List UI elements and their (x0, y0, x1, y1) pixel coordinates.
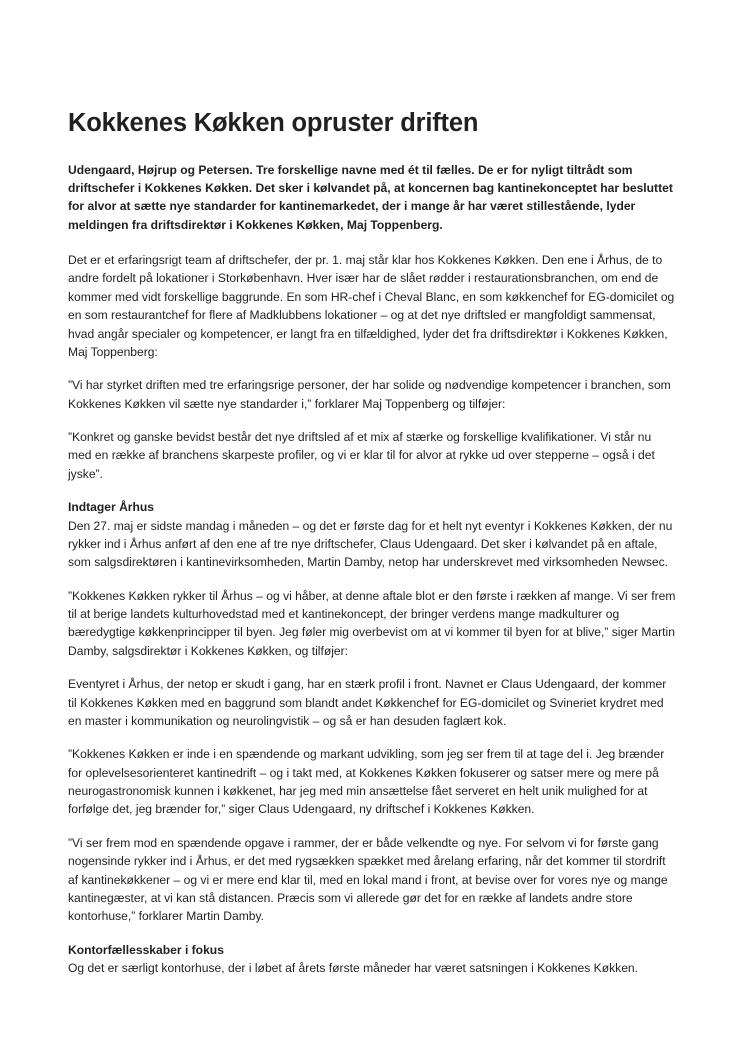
paragraph: Det er et erfaringsrigt team af driftschefer, der pr. 1. maj står klar hos Kokkenes Køkken. Den ene i Århus, de to andre fordelt på lokationer i Storkøbenhavn. Hver især har de slået rødder i restaurationsbranchen, om end de kommer med vidt forskellige baggrunde. En som HR-chef i Cheval Blanc, en som køkkenchef for EG-domicilet og en som restaurantchef for flere af Madklubbens lokationer – og at det nye driftsled er mangfoldigt sammensat, hvad angår specialer og kompetencer, er langt fra en tilfældighed, lyder det fra driftsdirektør i Kokkenes Køkken, Maj Toppenberg: (68, 253, 675, 359)
lead-paragraph: Udengaard, Højrup og Petersen. Tre forskellige navne med ét til fælles. De er for nyligt tiltrådt som driftschefer i Kokkenes Køkken. Det sker i kølvandet på, at koncernen bag kantinekonceptet har besluttet for alvor at sætte nye standarder for kantinemarkedet, der i mange år har været stillestående, lyder meldingen fra driftsdirektør i Kokkenes Køkken, Maj Toppenberg. (68, 162, 673, 232)
paragraph: Og det er særligt kontorhuse, der i løbet af årets første måneder har været satsningen i Kokkenes Køkken. (68, 961, 639, 976)
page-title: Kokkenes Køkken opruster driften (68, 109, 479, 137)
paragraph: ”Vi ser frem mod en spændende opgave i rammer, der er både velkendte og nye. For selvom vi for første gang nogensinde rykker ind i Århus, er det med rygsækken spækket med årelang erfaring, når det kommer til stordrift af kantinekøkkener – og vi er mere end klar til, med en lokal mand i front, at bevise over for vores nye og mange kantinegæster, at vi kan stå distancen. Præcis som vi allerede gør det for en række af landets andre store kontorhuse,” forklarer Martin Damby. (68, 835, 668, 924)
section-heading-kontorfaellesskaber: Kontorfællesskaber i fokus (68, 942, 224, 957)
paragraph: ”Vi har styrket driften med tre erfaringsrige personer, der har solide og nødvendige kompetencer i branchen, som Kokkenes Køkken vil sætte nye standarder i,” forklarer Maj Toppenberg og tilføjer: (68, 378, 671, 411)
paragraph: ”Kokkenes Køkken er inde i en spændende og markant udvikling, som jeg ser frem til at tage del i. Jeg brænder for oplevelsesorienteret kantinedrift – og i takt med, at Kokkenes Køkken fokuserer og satser mere og mere på neurogastronomisk kunnen i køkkenet, har jeg med min ansættelse fået serveret en helt unik mulighed for at forfølge det, jeg brænder for,” siger Claus Udengaard, ny driftschef i Kokkenes Køkken. (68, 747, 665, 817)
paragraph: ”Konkret og ganske bevidst består det nye driftsled af et mix af stærke og forskellige kvalifikationer. Vi står nu med en række af branchens skarpeste profiler, og vi er klar til for alvor at rykke ud over stepperne – også i det jyske”. (68, 430, 655, 481)
section-heading-indtager-arhus: Indtager Århus (68, 500, 155, 515)
paragraph: ”Kokkenes Køkken rykker til Århus – og vi håber, at denne aftale blot er den første i rækken af mange. Vi ser frem til at berige landets kulturhovedstad med et kantinekoncept, der bringer verdens mange madkulturer og bæredygtige køkkenprincipper til byen. Jeg føler mig overbevist om at vi kommer til byen for at blive,” siger Martin Damby, salgsdirektør i Kokkenes Køkken, og tilføjer: (68, 588, 676, 658)
paragraph: Eventyret i Århus, der netop er skudt i gang, har en stærk profil i front. Navnet er Claus Udengaard, der kommer til Kokkenes Køkken med en baggrund som blandt andet Køkkenchef for EG-domicilet og Svineriet krydret med en master i kommunikation og neurolingvistik – og så er han desuden faglært kok. (68, 677, 667, 728)
paragraph: Den 27. maj er sidste mandag i måneden – og det er første dag for et helt nyt eventyr i Kokkenes Køkken, der nu rykker ind i Århus anført af den ene af tre nye driftschefer, Claus Udengaard. Det sker i kølvandet på en aftale, som salgsdirektøren i kantinevirksomheden, Martin Damby, netop har underskrevet med virksomheden Newsec. (68, 518, 673, 570)
